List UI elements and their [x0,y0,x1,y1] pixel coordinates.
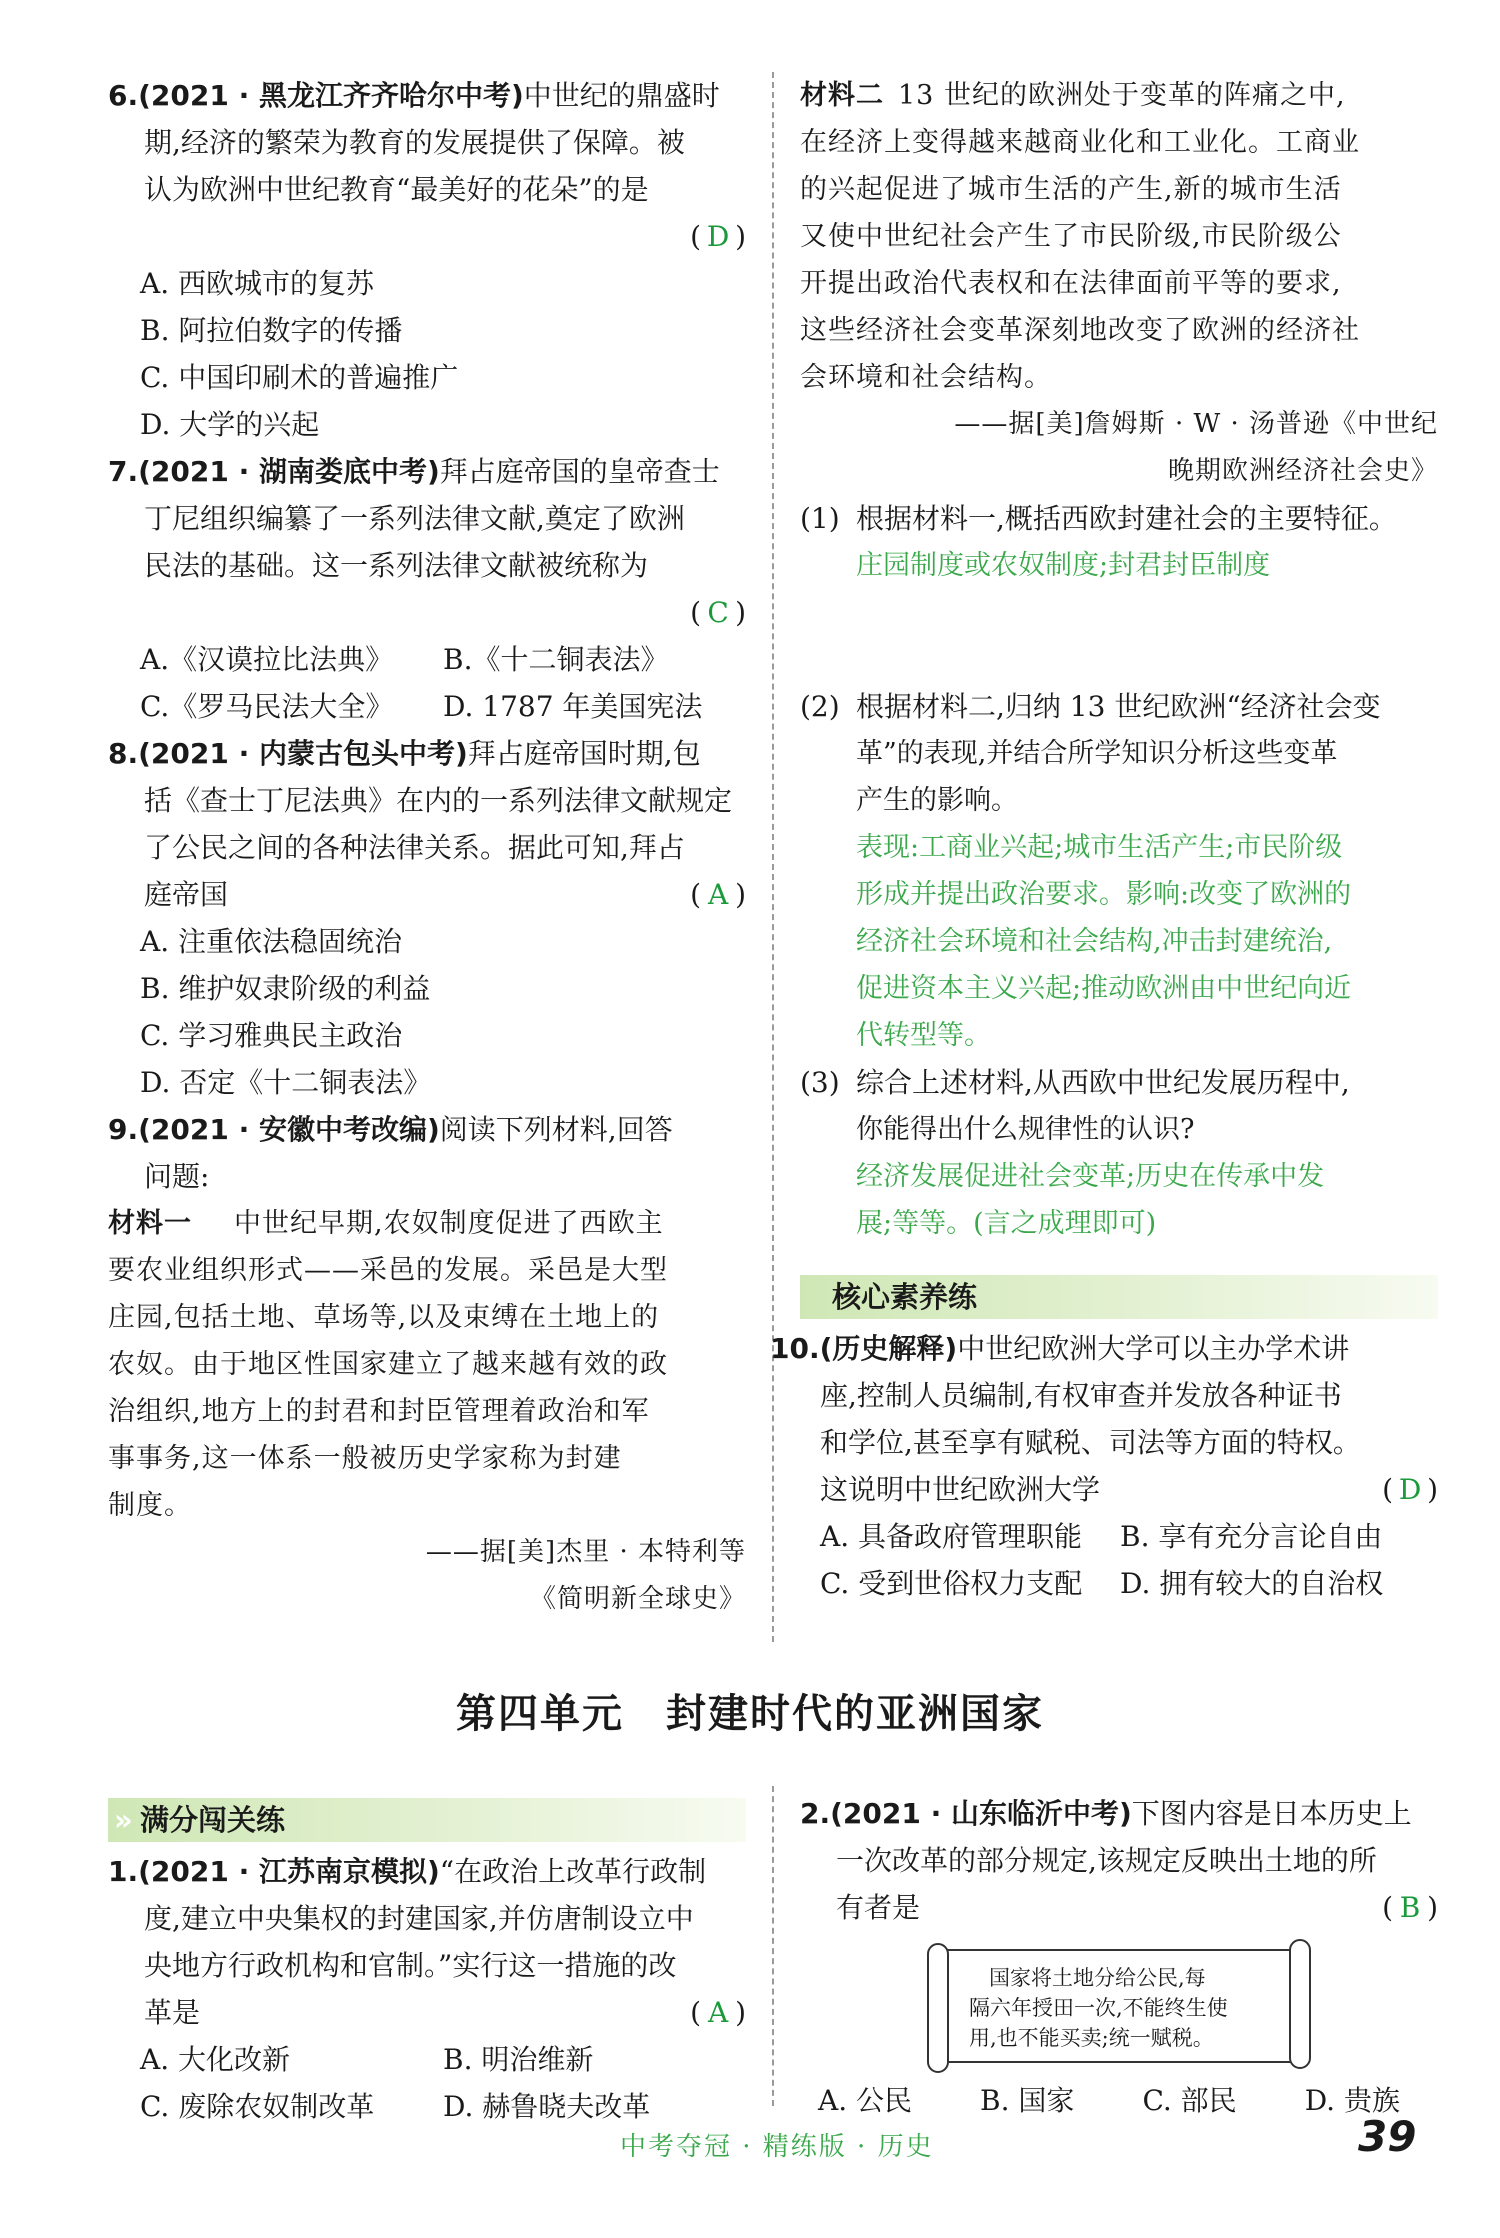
option-a: A. 大化改新 [140,2043,291,2076]
question-text: 了公民之间的各种法律关系。据此可知,拜占 [144,831,685,864]
footer-book-title: 中考夺冠 · 精练版 · 历史 [620,2132,934,2162]
sub-question-number: (1) [800,502,840,535]
question-number: 8. [108,737,139,770]
question-text: 下图内容是日本历史上 [1131,1797,1412,1830]
material-source: ——据[美]杰里 · 本特利等 [425,1537,746,1567]
options-row [108,2036,746,2083]
material-source: ——据[美]詹姆斯 · W · 汤普逊《中世纪 [954,409,1438,439]
material-text: 农奴。由于地区性国家建立了越来越有效的政 [108,1349,668,1380]
question-text: 革是 [144,1996,201,2029]
material-text: 会环境和社会结构。 [800,362,1052,393]
material-text: 治组织,地方上的封君和封臣管理着政治和军 [108,1396,650,1427]
sub-question-text: 根据材料二,归纳 13 世纪欧洲“经济社会变 [856,690,1381,723]
question-number: 2. [800,1797,831,1830]
options-row [800,2077,1400,2124]
question-text: 这说明中世纪欧洲大学 [820,1473,1101,1506]
answer-choice: D [706,220,730,253]
question-text-last: 革是 ( A ) [108,1989,746,2036]
material-text: 的兴起促进了城市生活的产生,新的城市生活 [800,174,1342,205]
question-9 [108,1106,746,1623]
answer-choice: B [1399,1891,1421,1924]
material-label: 材料二 [800,80,884,111]
material-text: 在经济上变得越来越商业化和工业化。工商业 [800,127,1360,158]
option-b: B. 维护奴隶阶级的利益 [140,972,431,1005]
sub-answer-text: 经济发展促进社会变革;历史在传承中发 [856,1161,1325,1192]
material-text: 中世纪早期,农奴制度促进了西欧主 [234,1208,664,1239]
material-text: 要农业组织形式——采邑的发展。采邑是大型 [108,1255,668,1286]
question-text: 中世纪欧洲大学可以主办学术讲 [957,1332,1350,1365]
answer-choice: A [707,878,729,911]
question-text: 期,经济的繁荣为教育的发展提供了保障。被 [144,126,685,159]
question-7 [108,448,746,730]
options-row [770,1560,1438,1607]
option-a: A. 注重依法稳固统治 [140,925,403,958]
section-title: 满分闯关练 [140,1803,286,1837]
question-source: (2021 · 黑龙江齐齐哈尔中考) [138,79,524,112]
question-number: 1. [108,1855,139,1888]
sub-question-text: 综合上述材料,从西欧中世纪发展历程中, [856,1066,1350,1099]
sub-question-text: 革”的表现,并结合所学知识分析这些变革 [856,738,1338,769]
question-number: 7. [108,455,139,488]
question-text-last: 有者是 ( B ) [800,1884,1438,1931]
options-row [108,636,746,683]
option-b: B. 国家 [980,2084,1075,2117]
option-d: D. 拥有较大的自治权 [1120,1567,1384,1600]
page-number: 39 [1358,2112,1417,2161]
option-d: D. 大学的兴起 [140,408,320,441]
question-8 [108,730,746,1106]
option-b: B.《十二铜表法》 [443,643,669,676]
question-10 [770,1325,1438,1607]
answer-row: ( D ) [108,213,746,260]
question-text: 拜占庭帝国的皇帝查士 [439,455,720,488]
question-source: (2021 · 山东临沂中考) [830,1797,1132,1830]
option-a: A. 具备政府管理职能 [820,1520,1083,1553]
core-literacy-section-header [800,1275,1438,1319]
question-text: 认为欧洲中世纪教育“最美好的花朵”的是 [144,173,649,206]
scroll-text: 国家将土地分给公民,每 [989,1966,1206,1990]
option-d: D. 赫鲁晓夫改革 [443,2090,651,2123]
sub-question-2 [800,683,1438,1059]
right-column-bottom [800,1790,1438,2124]
question-text: 阅读下列材料,回答 [439,1113,673,1146]
option-a: A. 西欧城市的复苏 [140,267,375,300]
material-one [108,1200,746,1623]
material-text: 事事务,这一体系一般被历史学家称为封建 [108,1443,622,1474]
sub-answer-text: 形成并提出政治要求。影响:改变了欧洲的 [856,879,1352,910]
right-column-top [770,72,1438,1607]
column-divider-bottom [772,1786,774,2106]
option-a: A. 公民 [818,2084,913,2117]
question-text: 庭帝国 [144,878,229,911]
material-text: 又使中世纪社会产生了市民阶级,市民阶级公 [800,221,1342,252]
sub-answer-text: 展;等等。(言之成理即可) [856,1208,1157,1239]
scroll-curl-left [927,1943,949,2073]
option-d: D. 贵族 [1304,2084,1400,2117]
material-text: 庄园,包括土地、草场等,以及束缚在土地上的 [108,1302,660,1333]
answer-choice: A [707,1996,729,2029]
sub-answer-text: 表现:工商业兴起;城市生活产生;市民阶级 [856,832,1343,863]
sub-answer-text: 经济社会环境和社会结构,冲击封建统治, [856,926,1333,957]
material-two [800,72,1438,495]
material-source: 《简明新全球史》 [529,1584,746,1614]
scroll-text: 隔六年授田一次,不能终生使 [969,1996,1228,2020]
option-d: D. 否定《十二铜表法》 [140,1066,432,1099]
answer-space [800,589,1438,683]
question-text: “在政治上改革行政制 [439,1855,707,1888]
question-text: 问题: [144,1160,210,1193]
question-text: 有者是 [836,1891,921,1924]
material-source: 晚期欧洲经济社会史》 [1167,456,1438,486]
material-text: 13 世纪的欧洲处于变革的阵痛之中, [898,80,1346,111]
question-source: (2021 · 江苏南京模拟) [138,1855,440,1888]
question-source: (2021 · 湖南娄底中考) [138,455,440,488]
question-number: 10. [770,1332,820,1365]
sub-question-text: 你能得出什么规律性的认识? [856,1114,1195,1145]
question-text: 座,控制人员编制,有权审查并发放各种证书 [820,1379,1342,1412]
question-text-last: 这说明中世纪欧洲大学 ( D ) [770,1466,1438,1513]
question-text: 度,建立中央集权的封建国家,并仿唐制设立中 [144,1902,694,1935]
question-number: 9. [108,1113,139,1146]
material-text: 这些经济社会变革深刻地改变了欧洲的经济社 [800,315,1360,346]
material-text: 制度。 [108,1490,192,1521]
scroll-text: 用,也不能买卖;统一赋税。 [969,2026,1214,2050]
sub-question-text: 根据材料一,概括西欧封建社会的主要特征。 [856,502,1397,535]
answer-choice: D [1398,1473,1422,1506]
left-column-bottom [108,1790,746,2130]
material-text: 开提出政治代表权和在法律面前平等的要求, [800,268,1342,299]
options-row [108,2083,746,2130]
section-title: 核心素养练 [832,1280,978,1314]
question-6 [108,72,746,448]
question-text: 拜占庭帝国时期,包 [467,737,701,770]
answer-row: ( C ) [108,589,746,636]
option-a: A.《汉谟拉比法典》 [140,643,394,676]
question-text-last: 庭帝国 ( A ) [108,871,746,918]
option-b: B. 阿拉伯数字的传播 [140,314,403,347]
scroll-illustration [939,1949,1299,2063]
question-text: 丁尼组织编纂了一系列法律文献,奠定了欧洲 [144,502,685,535]
sub-question-1 [800,495,1438,683]
sub-answer-text: 代转型等。 [856,1020,991,1051]
option-c: C. 受到世俗权力支配 [820,1567,1083,1600]
option-c: C. 废除农奴制改革 [140,2090,375,2123]
question-source: (2021 · 内蒙古包头中考) [138,737,468,770]
sub-question-number: (2) [800,690,840,723]
sub-question-number: (3) [800,1066,840,1099]
question-text: 民法的基础。这一系列法律文献被统称为 [144,549,649,582]
scroll-curl-right [1289,1939,1311,2069]
question-text: 一次改革的部分规定,该规定反映出土地的所 [836,1844,1377,1877]
option-c: C. 部民 [1142,2084,1237,2117]
sub-question-3 [800,1059,1438,1247]
sub-answer-text: 庄园制度或农奴制度;封君封臣制度 [856,550,1271,581]
option-c: C. 学习雅典民主政治 [140,1019,403,1052]
sub-answer-text: 促进资本主义兴起;推动欧洲由中世纪向近 [856,973,1352,1004]
question-source: (2021 · 安徽中考改编) [138,1113,440,1146]
question-text: 央地方行政机构和官制。”实行这一措施的改 [144,1949,677,1982]
question-number: 6. [108,79,139,112]
unit4-question-2 [800,1790,1438,2124]
question-source: (历史解释) [819,1332,958,1365]
unit4-question-1 [108,1848,746,2130]
options-row [108,683,746,730]
answer-choice: C [707,596,729,629]
chevron-right-icon: » [114,1803,133,1837]
option-b: B. 明治维新 [443,2043,594,2076]
options-row [770,1513,1438,1560]
question-text: 括《查士丁尼法典》在内的一系列法律文献规定 [144,784,733,817]
sub-question-text: 产生的影响。 [856,785,1018,816]
option-c: C.《罗马民法大全》 [140,690,394,723]
full-score-section-header [108,1798,746,1842]
option-b: B. 享有充分言论自由 [1120,1520,1383,1553]
option-c: C. 中国印刷术的普遍推广 [140,361,459,394]
left-column-top [108,72,746,1623]
unit-title: 第四单元 封建时代的亚洲国家 [456,1691,1044,1737]
question-text: 中世纪的鼎盛时 [523,79,720,112]
material-label: 材料一 [108,1208,192,1239]
question-text: 和学位,甚至享有赋税、司法等方面的特权。 [820,1426,1361,1459]
option-d: D. 1787 年美国宪法 [443,690,703,723]
